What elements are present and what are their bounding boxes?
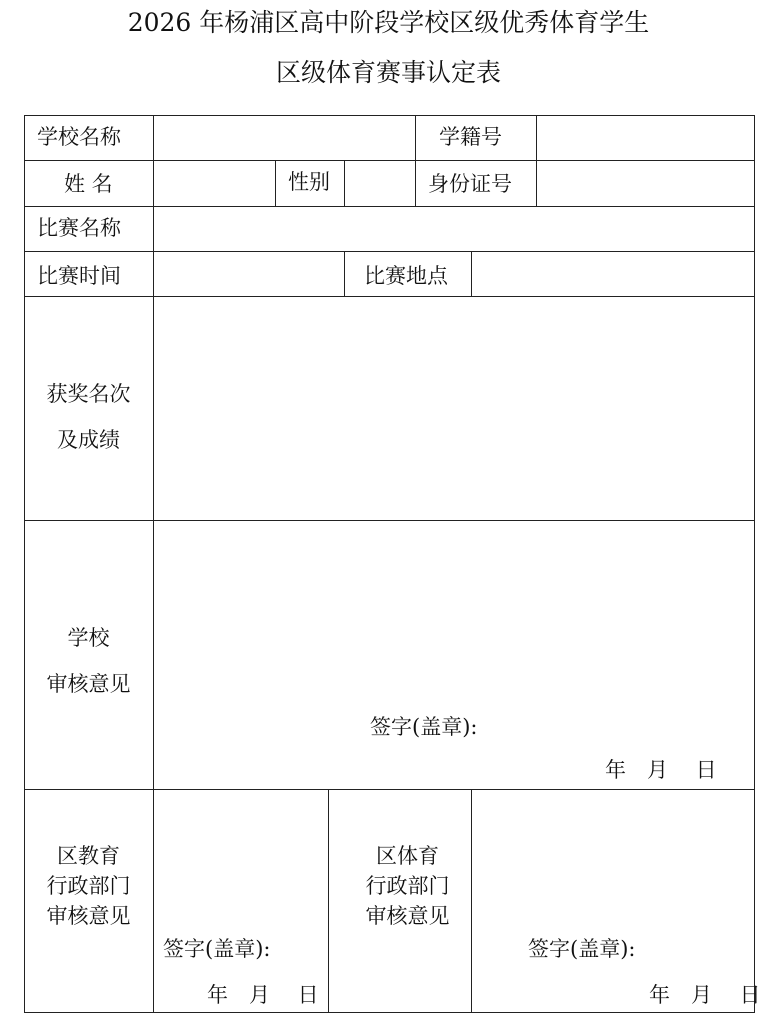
school-name-label: 学校名称 bbox=[37, 125, 121, 149]
form-title-line2: 区级体育赛事认定表 bbox=[275, 58, 501, 87]
competition-name-label: 比赛名称 bbox=[37, 216, 121, 240]
sport-review-line1: 区体育 bbox=[376, 844, 439, 868]
sport-review-label bbox=[344, 841, 471, 931]
column-divider bbox=[471, 789, 472, 1013]
school-signature-label: 签字(盖章): bbox=[370, 715, 478, 739]
edu-date-label: 年 月 日 bbox=[207, 983, 319, 1007]
student-id-label: 学籍号 bbox=[439, 125, 502, 149]
competition-time-label: 比赛时间 bbox=[37, 264, 121, 288]
row-divider bbox=[24, 251, 755, 252]
school-date-label: 年 月 日 bbox=[605, 758, 717, 782]
name-label: 姓 名 bbox=[64, 172, 113, 196]
award-label bbox=[24, 371, 153, 463]
row-divider bbox=[24, 296, 755, 297]
row-divider bbox=[24, 206, 755, 207]
label-column-divider bbox=[153, 115, 154, 1013]
column-divider bbox=[344, 251, 345, 296]
column-divider bbox=[415, 115, 416, 206]
row-divider bbox=[24, 160, 755, 161]
edu-review-line3: 审核意见 bbox=[46, 904, 131, 928]
sport-review-line2: 行政部门 bbox=[365, 874, 450, 898]
school-review-line1: 学校 bbox=[67, 626, 110, 650]
id-number-label: 身份证号 bbox=[428, 172, 512, 196]
row-divider bbox=[24, 789, 755, 790]
column-divider bbox=[275, 160, 276, 206]
form-title-line1: 2026 年杨浦区高中阶段学校区级优秀体育学生 bbox=[127, 8, 650, 37]
edu-signature-label: 签字(盖章): bbox=[163, 937, 271, 961]
sport-signature-label: 签字(盖章): bbox=[528, 937, 636, 961]
award-label-line2: 及成绩 bbox=[57, 428, 120, 452]
edu-review-line1: 区教育 bbox=[57, 844, 120, 868]
award-label-line1: 获奖名次 bbox=[46, 382, 131, 406]
edu-review-line2: 行政部门 bbox=[46, 874, 131, 898]
column-divider bbox=[536, 115, 537, 206]
row-divider bbox=[24, 520, 755, 521]
edu-review-label bbox=[24, 841, 153, 931]
column-divider bbox=[328, 789, 329, 1013]
column-divider bbox=[344, 160, 345, 206]
competition-place-label: 比赛地点 bbox=[364, 264, 448, 288]
school-review-label bbox=[24, 615, 153, 707]
gender-label: 性别 bbox=[288, 170, 330, 194]
column-divider bbox=[471, 251, 472, 296]
sport-date-label: 年 月 日 bbox=[649, 983, 761, 1007]
school-review-line2: 审核意见 bbox=[46, 672, 131, 696]
sport-review-line3: 审核意见 bbox=[365, 904, 450, 928]
